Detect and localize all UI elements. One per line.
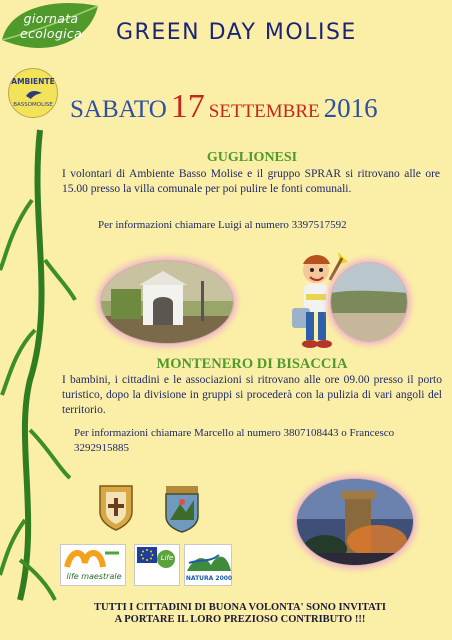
tower-image <box>297 479 414 566</box>
event-date <box>70 88 440 126</box>
photo-beach <box>330 262 408 342</box>
section-title-guglionesi: GUGLIONESI <box>206 150 298 165</box>
ambiente-logo <box>8 68 58 118</box>
date-month: SETTEMBRE <box>208 101 320 122</box>
guglionesi-text: I volontari di Ambiente Basso Molise e il gruppo SPRAR si ritrovano alle ore 15.00 presso la villa comunale per poi pulire le fonti comunali. <box>62 168 440 195</box>
coat-of-arms-guglionesi-icon <box>94 482 138 532</box>
natura-label: NATURA 2000 <box>185 575 233 582</box>
date-year: 2016 <box>323 93 378 123</box>
date-day: 17 <box>170 88 205 125</box>
fountain-image <box>101 261 234 344</box>
montenero-info: Per informazioni chiamare Marcello al numero 3807108443 o Francesco 3292915885 <box>74 427 395 454</box>
montenero-text: I bambini, i cittadini e le associazioni si ritrovano alle ore 09.00 presso il porto turistico, dopo la divisione in gruppi si procederà con la pulizia di vari angoli del territorio. <box>62 374 442 416</box>
badge-line-2: ecologica <box>20 26 82 41</box>
footer-invitation <box>40 602 440 626</box>
guglionesi-info: Per informazioni chiamare Luigi al numero 3397517592 <box>98 219 347 231</box>
section-title-montenero: MONTENERO DI BISACCIA <box>156 356 348 372</box>
page-title: GREEN DAY MOLISE <box>116 20 357 45</box>
badge-line-1: giornata <box>23 11 79 26</box>
photo-fountain <box>100 260 234 344</box>
beach-image <box>331 263 408 342</box>
maestrale-wave-icon <box>61 545 127 571</box>
logo-line-1: AMBIENTE <box>11 77 55 86</box>
life-maestrale-logo <box>60 544 126 586</box>
footer-line-1: TUTTI I CITTADINI DI BUONA VOLONTA' SONO INVITATI <box>93 602 386 613</box>
natura-2000-logo <box>184 544 232 586</box>
life-maestrale-label: life maestrale <box>66 572 122 581</box>
photo-tower <box>296 478 414 566</box>
life-label: Life <box>160 554 174 562</box>
eu-flag-logo <box>134 544 180 586</box>
logo-line-2: BASSOMOLISE <box>13 102 53 108</box>
natura-hills-icon <box>185 545 233 575</box>
eu-stars-icon <box>135 545 179 585</box>
bird-icon <box>25 88 43 100</box>
date-day-name: SABATO <box>70 96 167 123</box>
coat-of-arms-montenero-icon <box>160 484 204 534</box>
footer-line-2: A PORTARE IL LORO PREZIOSO CONTRIBUTO !!! <box>114 614 366 625</box>
